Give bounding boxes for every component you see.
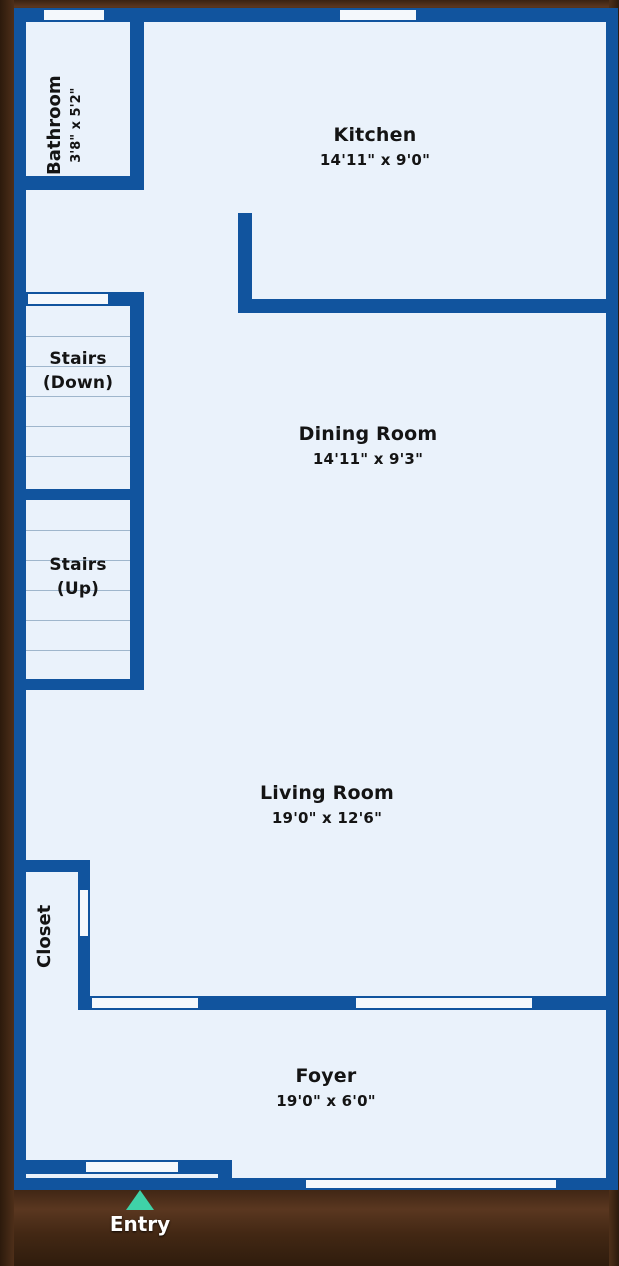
window-foyer-bottom-left (86, 1160, 178, 1174)
room-name-bathroom: Bathroom (44, 75, 65, 175)
room-label-living-room (197, 782, 457, 828)
window-foyer-bottom-right (306, 1178, 556, 1190)
window-closet-door (78, 890, 90, 936)
room-dims-stairs-down: (Down) (42, 373, 114, 394)
room-name-kitchen: Kitchen (333, 124, 417, 146)
room-name-stairs-down: Stairs (49, 349, 107, 369)
opening-living-foyer-left (92, 996, 198, 1010)
room-dims-stairs-up: (Up) (56, 579, 100, 600)
room-dims-kitchen: 14'11" x 9'0" (319, 150, 431, 169)
wall-exterior-top (14, 8, 618, 22)
wall-kitchen-partition-vertical (238, 213, 252, 313)
wall-exterior-right (606, 8, 618, 1190)
window-stairs-top (28, 292, 108, 306)
room-label-stairs-up (14, 555, 142, 601)
stairs-down-treads (26, 306, 130, 489)
room-label-foyer (196, 1065, 456, 1111)
room-label-kitchen (245, 124, 505, 170)
room-label-bathroom (44, 75, 84, 175)
room-name-closet: Closet (34, 904, 55, 968)
room-name-foyer: Foyer (295, 1065, 357, 1087)
background-wood-left (0, 0, 14, 1266)
room-dims-dining-room: 14'11" x 9'3" (312, 449, 424, 468)
room-dims-bathroom: 3'8" x 5'2" (69, 87, 84, 163)
window-bathroom-top (44, 8, 104, 22)
wall-kitchen-partition-horizontal (238, 299, 618, 313)
wall-stairs-bottom (14, 679, 144, 690)
room-dims-living-room: 19'0" x 12'6" (271, 808, 383, 827)
room-label-dining-room (238, 423, 498, 469)
room-label-closet (34, 905, 55, 968)
room-name-dining-room: Dining Room (298, 423, 438, 445)
opening-living-foyer-right (356, 996, 532, 1010)
room-dims-foyer: 19'0" x 6'0" (276, 1091, 376, 1110)
room-name-living-room: Living Room (260, 782, 394, 804)
wall-stairs-divider (14, 489, 144, 500)
triangle-up-icon (126, 1190, 154, 1210)
wall-bathroom-right (130, 8, 144, 190)
wall-bathroom-bottom (14, 176, 144, 190)
entry-label: Entry (109, 1212, 171, 1236)
window-kitchen-top (340, 8, 416, 22)
entry-marker (80, 1190, 200, 1236)
room-label-stairs-down (14, 349, 142, 395)
room-name-stairs-up: Stairs (49, 555, 107, 575)
